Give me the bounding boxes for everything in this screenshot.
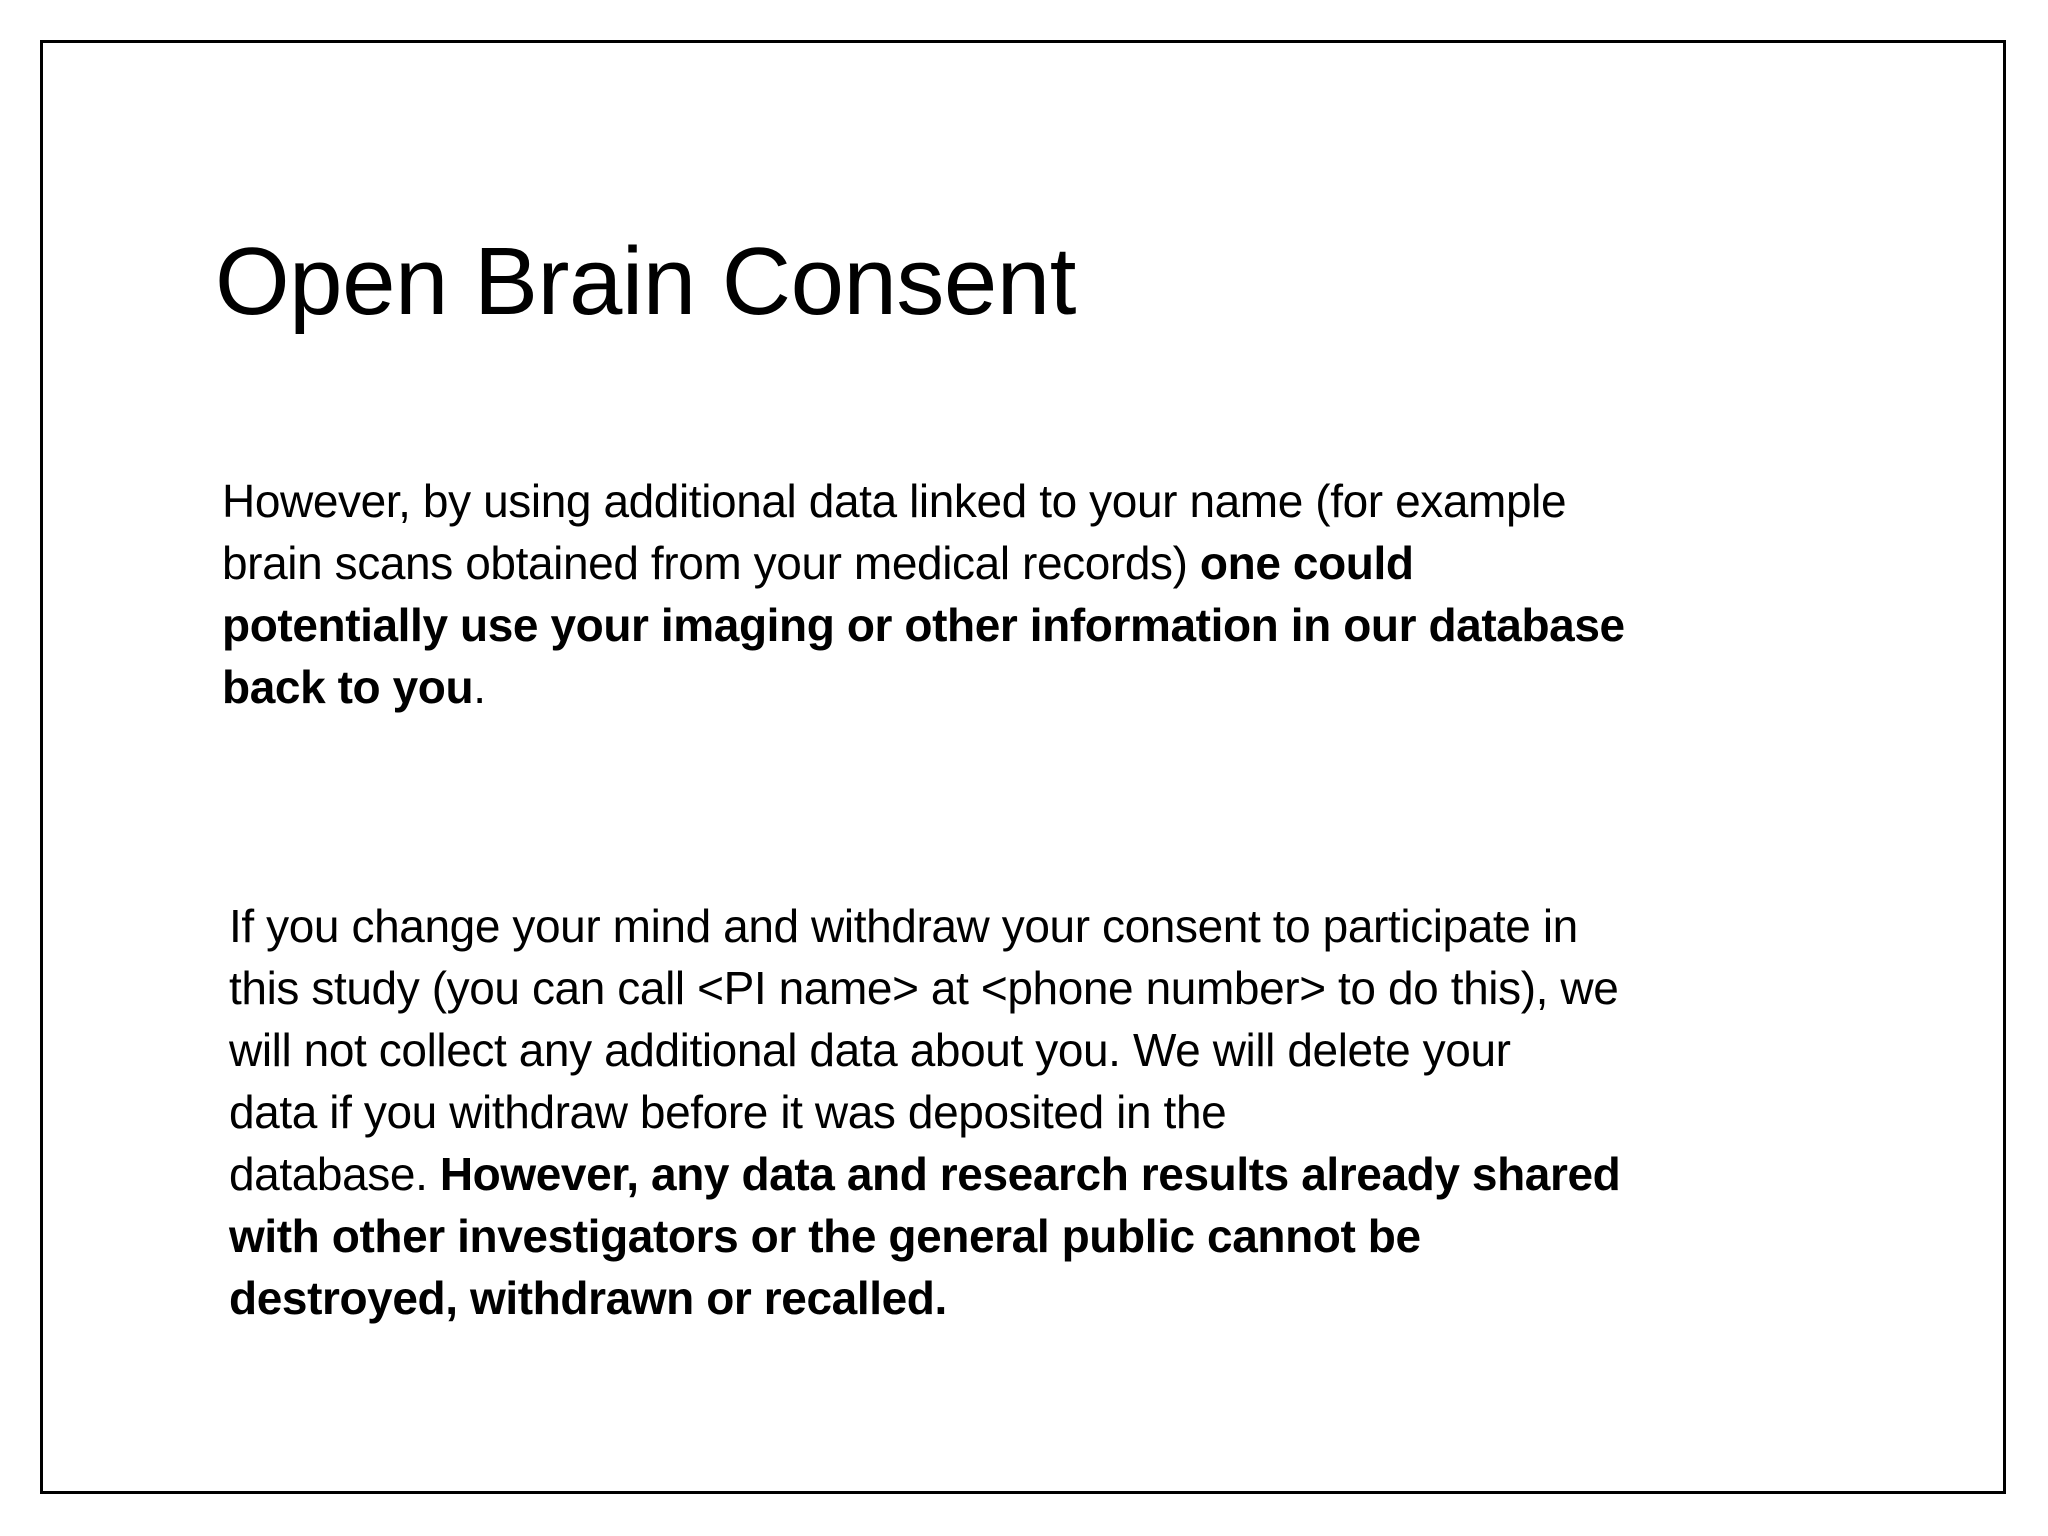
slide-title: Open Brain Consent [215,228,1076,335]
line: potentially use your imaging or other information in our database [222,599,1625,651]
line: this study (you can call <PI name> at <phone number> to do this), we [229,962,1619,1014]
line: brain scans obtained from your medical records) one could [222,537,1414,589]
line: If you change your mind and withdraw your consent to participate in [229,900,1578,952]
paragraph-reidentification-risk [222,470,1842,718]
line: data if you withdraw before it was deposited in the [229,1086,1227,1138]
line: database. However, any data and research results already shared [229,1148,1621,1200]
line: with other investigators or the general public cannot be [229,1210,1421,1262]
line: back to you. [222,661,486,713]
line: will not collect any additional data about you. We will delete your [229,1024,1511,1076]
line: However, by using additional data linked to your name (for example [222,475,1567,527]
line: destroyed, withdrawn or recalled. [229,1272,947,1324]
paragraph-withdrawal [229,895,1849,1329]
